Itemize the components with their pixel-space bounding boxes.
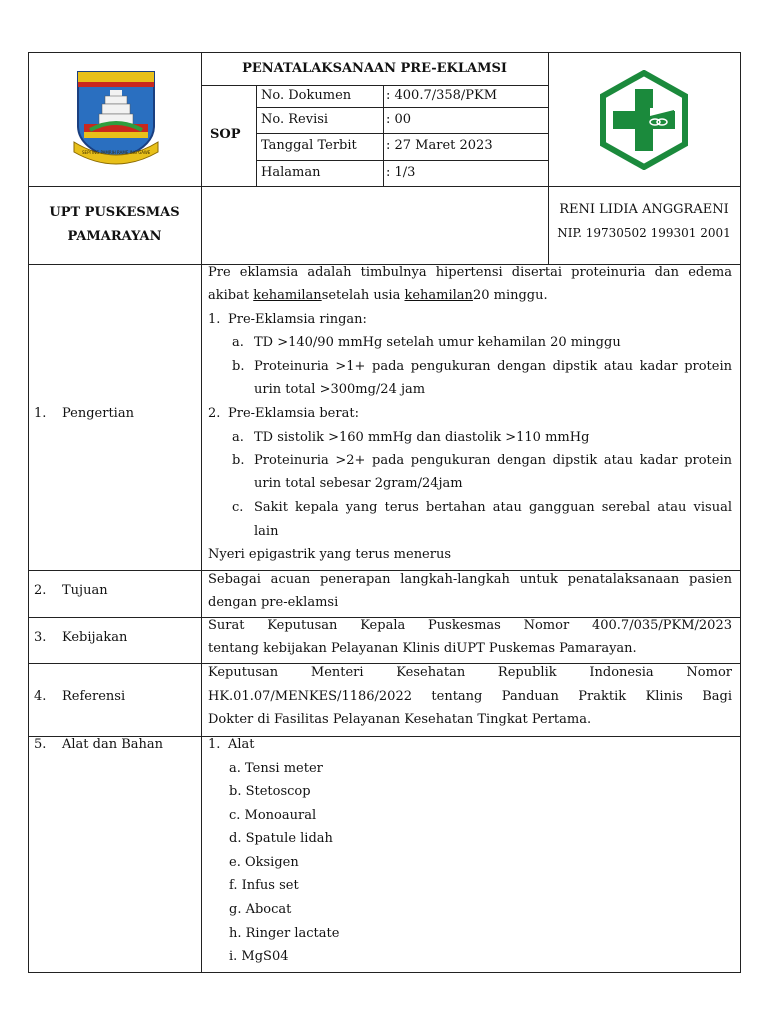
equipment-item: f. Infus set xyxy=(229,878,299,893)
revision-value: : 00 xyxy=(386,112,412,127)
list-marker: a. xyxy=(232,335,244,350)
equipment-item: a. Tensi meter xyxy=(229,761,323,776)
list-marker: b. xyxy=(232,453,245,468)
revision-label: No. Revisi xyxy=(261,112,329,127)
doc-number-label: No. Dokumen xyxy=(261,88,352,103)
list-item: Proteinuria >2+ pada pengukuran dengan dipstik atau kadar protein xyxy=(254,453,732,468)
section-number: 2. xyxy=(34,583,47,598)
list-marker: c. xyxy=(232,500,244,515)
list-marker: a. xyxy=(232,430,244,445)
section-number: 4. xyxy=(34,689,47,704)
list-item-continued: urin total >300mg/24 jam xyxy=(254,382,426,397)
list-item: TD >140/90 mmHg setelah umur kehamilan 20 minggu xyxy=(254,335,621,350)
equipment-item: i. MgS04 xyxy=(229,949,289,964)
section-title-kebijakan: Kebijakan xyxy=(62,630,128,645)
section-title-referensi: Referensi xyxy=(62,689,126,704)
section-title-tujuan: Tujuan xyxy=(62,583,108,598)
referensi-line-3: Dokter di Fasilitas Pelayanan Kesehatan Tingkat Pertama. xyxy=(208,712,592,727)
regional-emblem-logo xyxy=(72,68,160,168)
equipment-item: g. Abocat xyxy=(229,902,292,917)
text-span: akibat xyxy=(208,288,254,303)
tujuan-line: Sebagai acuan penerapan langkah-langkah untuk penatalaksanaan pasien xyxy=(208,572,732,587)
closing-line: Nyeri epigastrik yang terus menerus xyxy=(208,547,452,562)
equipment-item: d. Spatule lidah xyxy=(229,831,333,846)
signer-name: RENI LIDIA ANGGRAENI xyxy=(559,202,729,217)
list-item-continued: urin total sebesar 2gram/24jam xyxy=(254,476,463,491)
referensi-line-2: HK.01.07/MENKES/1186/2022 tentang Panduan Praktik Klinis Bagi xyxy=(208,689,732,704)
document-title: PENATALAKSANAAN PRE-EKLAMSI xyxy=(242,61,507,76)
list-item-continued: lain xyxy=(254,524,279,539)
issue-date-value: : 27 Maret 2023 xyxy=(386,138,493,153)
kebijakan-line: Surat Keputusan Kepala Puskesmas Nomor 400.7/035/PKM/2023 xyxy=(208,618,732,633)
page-label: Halaman xyxy=(261,165,321,180)
tujuan-line-2: dengan pre-eklamsi xyxy=(208,595,339,610)
list-item: Sakit kepala yang terus bertahan atau gangguan serebal atau visual xyxy=(254,500,732,515)
equipment-item: h. Ringer lactate xyxy=(229,926,340,941)
puskesmas-logo xyxy=(598,70,690,170)
subheading-ringan: Pre-Eklamsia ringan: xyxy=(228,312,367,327)
definition-line-2 xyxy=(208,288,548,304)
sop-label: SOP xyxy=(210,127,241,142)
definition-line: Pre eklamsia adalah timbulnya hipertensi disertai proteinuria dan edema xyxy=(208,265,732,280)
equipment-item: c. Monoaural xyxy=(229,808,317,823)
list-item: Proteinuria >1+ pada pengukuran dengan dipstik atau kadar protein xyxy=(254,359,732,374)
emblem-banner-text: SEPI ING PAMRIH RAME ING GAWE xyxy=(82,150,150,155)
underlined-word: kehamilan xyxy=(253,288,322,303)
section-number: 3. xyxy=(34,630,47,645)
section-title-alat-bahan: Alat dan Bahan xyxy=(62,737,164,752)
signer-nip: NIP. 19730502 199301 2001 xyxy=(557,226,731,240)
equipment-item: e. Oksigen xyxy=(229,855,299,870)
list-number: 1. xyxy=(208,737,221,752)
list-item: TD sistolik >160 mmHg dan diastolik >110 mmHg xyxy=(254,430,590,445)
list-title-alat: Alat xyxy=(228,737,255,752)
doc-number-value: : 400.7/358/PKM xyxy=(386,88,498,103)
kebijakan-line-2: tentang kebijakan Pelayanan Klinis diUPT Puskemas Pamarayan. xyxy=(208,641,637,656)
section-title-pengertian: Pengertian xyxy=(62,406,134,421)
referensi-line: Keputusan Menteri Kesehatan Republik Indonesia Nomor xyxy=(208,665,732,680)
list-marker: b. xyxy=(232,359,245,374)
section-number: 5. xyxy=(34,737,47,752)
text-span: setelah usia xyxy=(321,288,405,303)
underlined-word: kehamilan xyxy=(404,288,473,303)
list-number: 1. xyxy=(208,312,221,327)
page-value: : 1/3 xyxy=(386,165,416,180)
org-name-line1: UPT PUSKESMAS xyxy=(49,205,180,220)
subheading-berat: Pre-Eklamsia berat: xyxy=(228,406,359,421)
issue-date-label: Tanggal Terbit xyxy=(261,138,357,153)
list-number: 2. xyxy=(208,406,221,421)
org-name-line2: PAMARAYAN xyxy=(67,229,162,244)
equipment-item: b. Stetoscop xyxy=(229,784,311,799)
text-span: 20 minggu. xyxy=(472,288,548,303)
section-number: 1. xyxy=(34,406,47,421)
